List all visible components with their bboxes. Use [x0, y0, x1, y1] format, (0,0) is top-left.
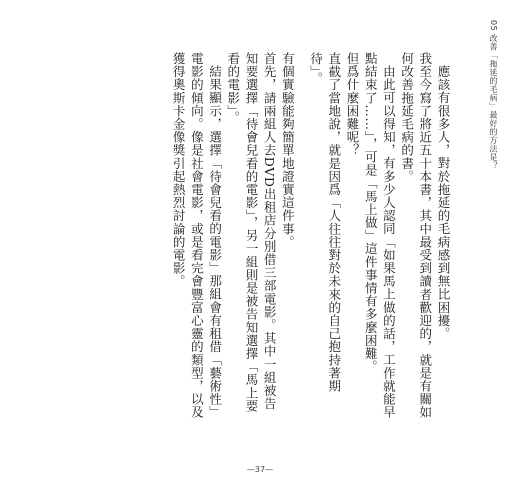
running-header	[486, 20, 500, 170]
paragraph-8: 結果顯示，選擇「待會兒看的電影」那組會有租借「藝術性」電影的傾向。像是社會電影，或是看完會豐富心靈的類型，以及獲得奧斯卡金像獎引起熱烈討論的電影。	[171, 52, 223, 419]
body-text	[112, 52, 452, 422]
paragraph-2: 我至今寫了將近五十本書，其中最受到讀者歡迎的，就是有關如何改善拖延毛病的書。	[399, 52, 433, 419]
paragraph-4: 但爲什麼困難呢？	[344, 52, 360, 157]
chapter-title: 改善「拖延的毛病」最好的方法是？	[489, 34, 498, 171]
chapter-number: 05	[489, 20, 498, 32]
paragraph-6: 有個實驗能夠簡單地證實這件事。	[280, 52, 296, 249]
paragraph-1: 應該有很多人，對於拖延的毛病感到無比困擾。	[436, 64, 451, 340]
paragraph-7: 首先，請兩組人去DVD出租店分別借三部電影。其中一組被告知要選擇「待會兒看的電影」，另一組則是被告知選擇「馬上要看的電影」。	[225, 52, 278, 413]
paragraph-3: 由此可以得知，有多少人認同「如果馬上做的話，工作就能早點結束了……」，可是「馬上做」這件事情有多麼困難。	[363, 52, 397, 419]
page-number: —37—	[246, 465, 274, 474]
paragraph-5: 直截了當地說，就是因爲「人往往對於未來的自己抱持著期待」。	[308, 52, 342, 393]
